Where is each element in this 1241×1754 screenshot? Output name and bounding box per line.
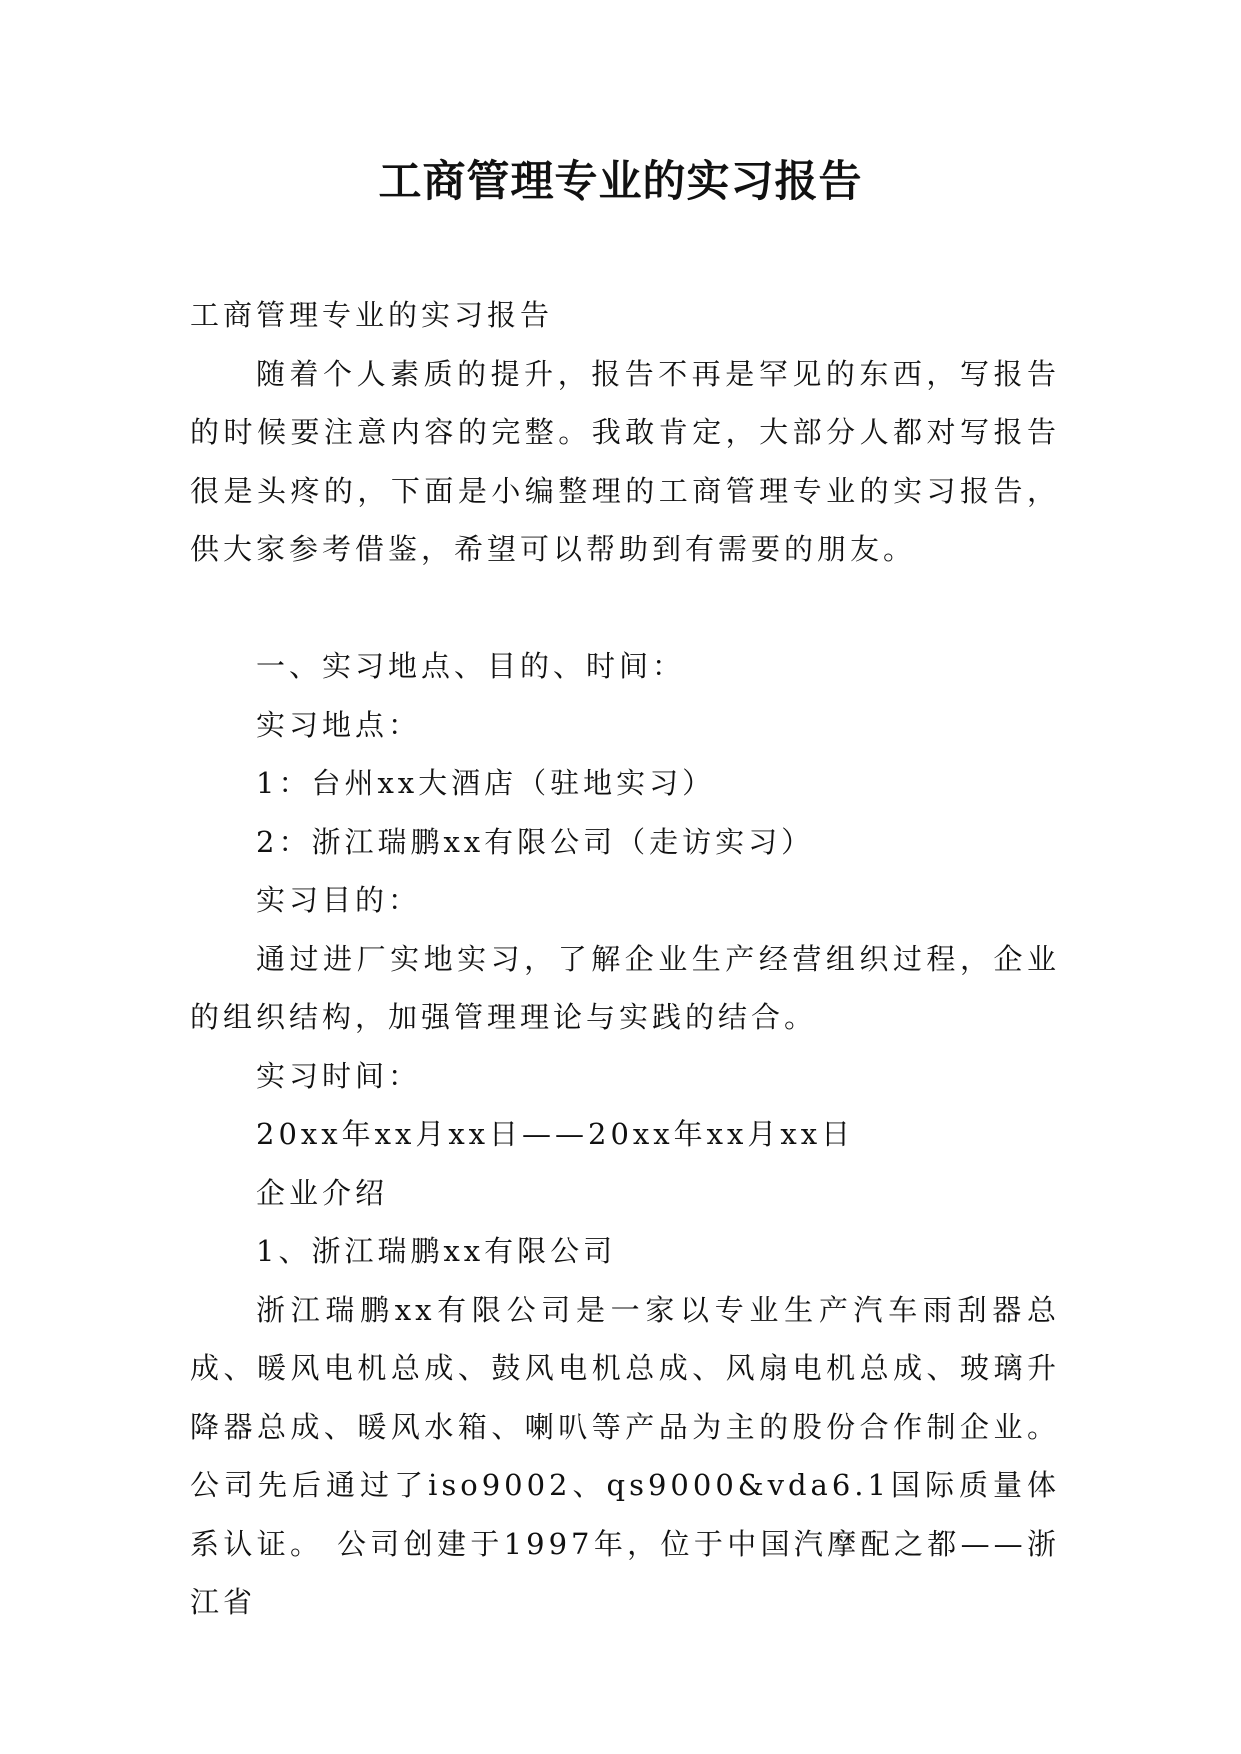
document-body	[190, 286, 1060, 1632]
company-paragraph: 浙江瑞鹏xx有限公司是一家以专业生产汽车雨刮器总成、暖风电机总成、鼓风电机总成、风扇电机总成、玻璃升降器总成、暖风水箱、喇叭等产品为主的股份合作制企业。公司先后通过了iso9002、qs9000&vda6.1国际质量体系认证。 公司创建于1997年，位于中国汽摩配之都——浙江省	[190, 1292, 1060, 1619]
location-item-1: 1：台州xx大酒店（驻地实习）	[256, 766, 716, 800]
company-name: 1、浙江瑞鹏xx有限公司	[256, 1234, 617, 1268]
time-range: 20xx年xx月xx日——20xx年xx月xx日	[256, 1117, 855, 1151]
intro-paragraph: 随着个人素质的提升，报告不再是罕见的东西，写报告的时候要注意内容的完整。我敢肯定，大部分人都对写报告很是头疼的，下面是小编整理的工商管理专业的实习报告，供大家参考借鉴，希望可以帮助到有需要的朋友。	[190, 356, 1060, 566]
company-intro-heading: 企业介绍	[256, 1175, 389, 1210]
body-heading: 工商管理专业的实习报告	[190, 298, 554, 332]
location-item-2: 2：浙江瑞鹏xx有限公司（走访实习）	[256, 824, 815, 859]
purpose-label: 实习目的：	[256, 883, 422, 917]
document-title: 工商管理专业的实习报告	[378, 157, 863, 207]
purpose-paragraph: 通过进厂实地实习，了解企业生产经营组织过程，企业的组织结构，加强管理理论与实践的结合。	[190, 941, 1060, 1034]
location-label: 实习地点：	[256, 707, 422, 742]
time-label: 实习时间：	[256, 1058, 422, 1093]
section-heading-1: 一、实习地点、目的、时间：	[256, 649, 686, 683]
blank-line	[190, 579, 1060, 638]
